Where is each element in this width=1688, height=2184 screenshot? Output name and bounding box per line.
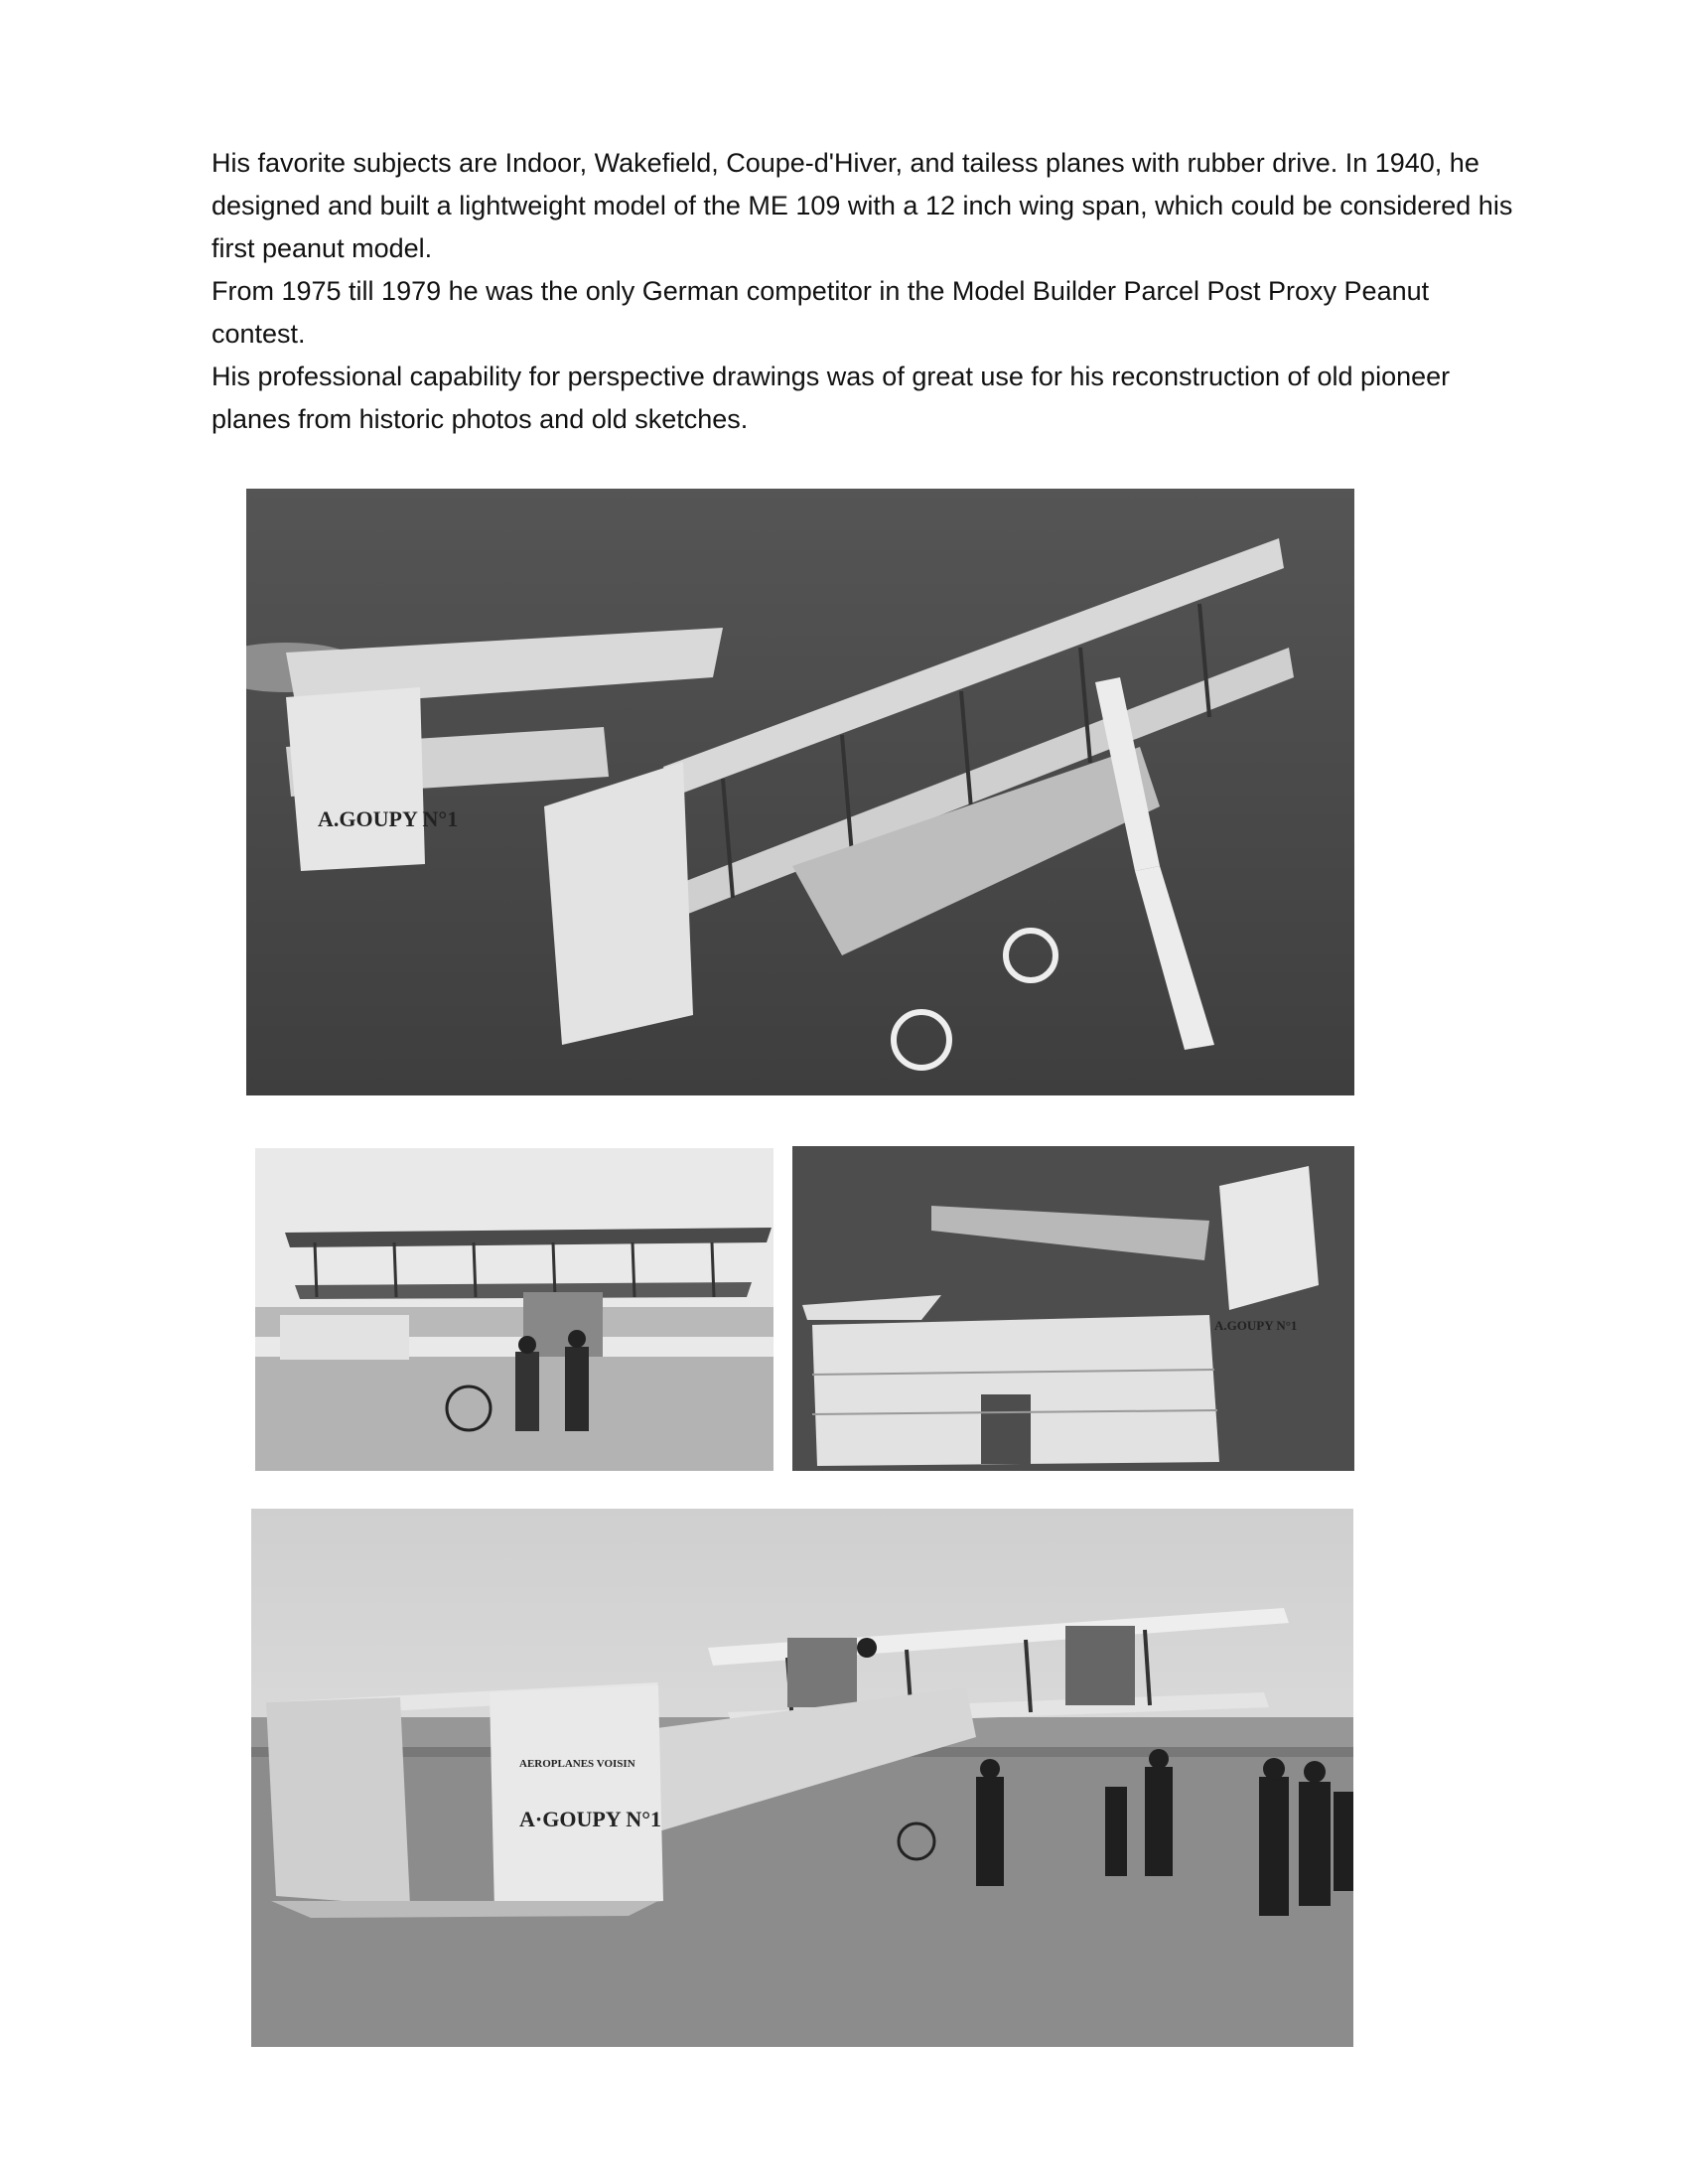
photo-historic-biplane-men [255,1148,774,1471]
body-text [211,142,1522,441]
tail-lettering: A.GOUPY N°1 [318,806,459,831]
photo-model-parts [792,1146,1354,1471]
paragraph-2: From 1975 till 1979 he was the only German competitor in the Model Builder Parcel Post Proxy Peanut contest. [211,276,1430,349]
paragraph-3: His professional capability for perspective drawings was of great use for his reconstruction of old pioneer planes from historic photos and old sketches. [211,362,1451,434]
tail-lettering: A·GOUPY N°1 [519,1807,662,1831]
photo-historic-goupy [251,1509,1353,2047]
paragraph-1: His favorite subjects are Indoor, Wakefield, Coupe-d'Hiver, and tailess planes with rubber drive. In 1940, he designed and built a lightweight model of the ME 109 with a 12 inch wing span, which could be considered his first peanut model. [211,148,1513,263]
tail-lettering: A.GOUPY N°1 [1214,1318,1298,1333]
photo-model-biplane [246,489,1354,1095]
tail-lettering-small: AEROPLANES VOISIN [519,1758,635,1770]
